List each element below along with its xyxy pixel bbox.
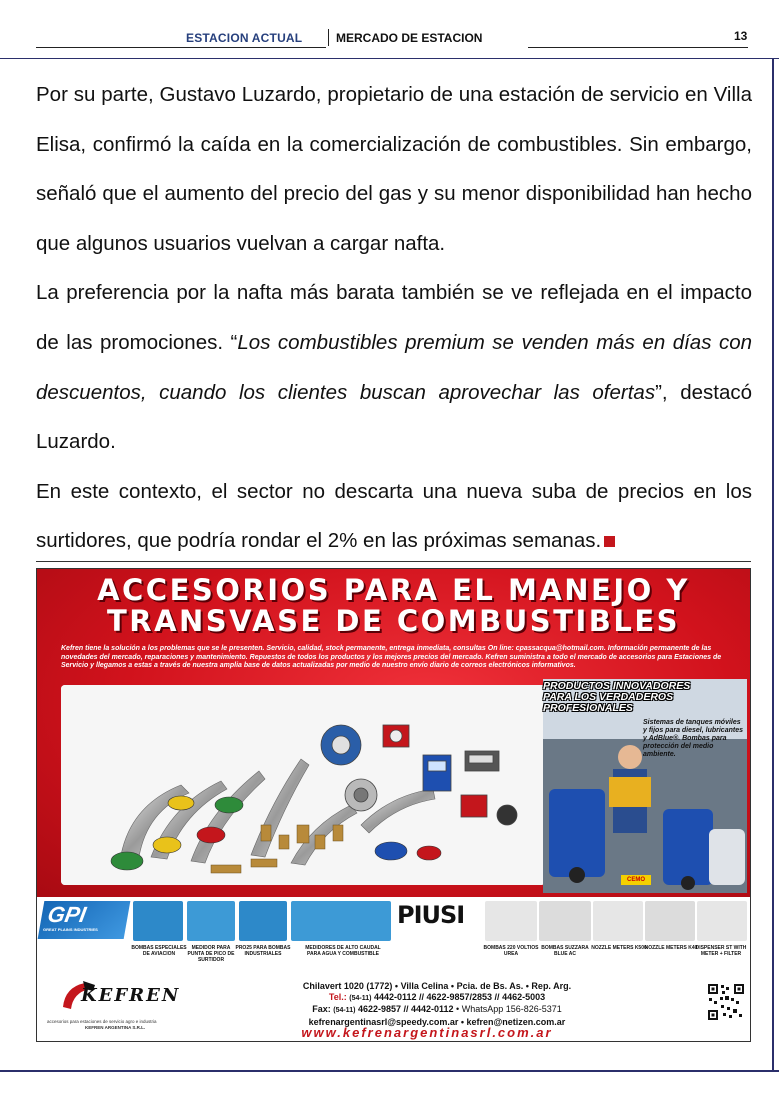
paragraph-2-start: La preferencia por la nafta más barata también se ve reflejada en el impacto de las promociones. “ (36, 281, 752, 354)
gpi-logo-subtitle: GREAT PLAINS INDUSTRIES (43, 927, 98, 932)
kefren-company-name: KEFREN ARGENTINA S.R.L. (85, 1025, 146, 1030)
ad-title (37, 575, 750, 637)
header-rule-left (36, 47, 326, 48)
paragraph-2-end: ”, destacó Luzardo. (36, 380, 752, 454)
cemo-logo: CEMO (621, 875, 651, 885)
subsection-title: MERCADO DE ESTACION (336, 31, 483, 45)
product-image-k500 (593, 901, 643, 941)
product-image-suzzara-pump (539, 901, 591, 941)
kefren-brand-name: KEFREN (81, 985, 181, 1006)
product-caption-k500: NOZZLE METERS K500 (591, 945, 647, 951)
nozzle-collection-image (61, 685, 545, 885)
product-caption-nozzle-meter: MEDIDOR PARA PUNTA DE PICO DE SURTIDOR (187, 945, 235, 963)
page-header (0, 28, 779, 52)
gpi-logo-text: GPI (45, 902, 89, 927)
ad-footer (37, 969, 750, 1041)
product-image-dispenser (697, 901, 747, 941)
ad-title-line-1: ACCESORIOS PARA EL MANEJO Y (97, 573, 690, 607)
contact-phone-line (267, 992, 607, 1005)
ad-product-band (37, 897, 750, 969)
section-title: ESTACION ACTUAL (186, 31, 303, 45)
contact-emails: kefrenargentinasrl@speedy.com.ar • kefren@netizen.com.ar (308, 1016, 566, 1027)
fax-numbers: 4622-9857 // 4442-0112 (357, 1004, 454, 1014)
whatsapp-number: • WhatsApp 156-826-5371 (456, 1004, 562, 1014)
ad-photo-note: Sistemas de tanques móviles y fijos para diesel, lubricantes y AdBlue®. Bombas para protección del medio ambiente. (643, 719, 743, 758)
website-link[interactable]: www.kefrenargentinasrl.com.ar (301, 1025, 553, 1040)
ad-intro-text: Kefren tiene la solución a los problemas que se le presenten. Servicio, calidad, stock permanente, entrega inmediata, consultas On line: cpassacqua@hotmail.com. Información permanente de las novedades del mercado, reparaciones y mantenimiento. Repuestos de todos los productos y los mejores precios del mercado. Kefren suministra a todo el mercado de accesorios para Estaciones de Servicio y llegamos a estas a través de nuestra amplia base de datos actualizadas por medio de nuestro envío diario de correos electrónicos informativos. (61, 645, 722, 670)
product-caption-urea-pump: BOMBAS 220 VOLTIOS UREA (483, 945, 539, 957)
end-of-article-mark (604, 536, 615, 547)
ad-photo-heading-line-2: PARA LOS VERDADEROS (543, 691, 674, 703)
page-number: 13 (734, 29, 748, 43)
header-separator (328, 29, 329, 46)
product-caption-suzzara-pump: BOMBAS SUZZARA BLUE AC (541, 945, 589, 957)
paragraph-2 (36, 268, 752, 466)
product-caption-pro25: PRO25 PARA BOMBAS INDUSTRIALES (235, 945, 291, 957)
qr-code-icon (707, 983, 745, 1021)
product-image-aviation-pump (133, 901, 183, 941)
paragraph-1: Por su parte, Gustavo Luzardo, propietario de una estación de servicio en Villa Elisa, confirmó la caída en la comercialización de combustibles. Sin embargo, señaló que el aumento del precio del gas y su menor disponibilidad han hecho que algunos usuarios vuelvan a cargar nafta. (36, 83, 752, 255)
fax-label: Fax: (312, 1004, 331, 1014)
contact-address: Chilavert 1020 (1772) • Villa Celina • Pcia. de Bs. As. • Rep. Arg. (302, 981, 572, 991)
paragraph-3 (36, 467, 752, 566)
product-image-urea-pump (485, 901, 537, 941)
ad-title-line-2: TRANSVASE DE COMBUSTIBLES (106, 604, 681, 638)
tel-numbers: 4442-0112 // 4622-9857/2853 // 4462-5003 (373, 991, 546, 1002)
kefren-tagline: accesorios para estaciones de servicio agro e industria (47, 1019, 157, 1024)
product-caption-k40: NOZZLE METERS K40 (644, 945, 698, 951)
tel-prefix: (54-11) (349, 994, 372, 1002)
article-end-rule (36, 561, 751, 562)
product-caption-aviation-pump: BOMBAS ESPECIALES DE AVIACION (131, 945, 187, 957)
product-caption-flow-meter: MEDIDORES DE ALTO CAUDAL PARA AGUA Y COMBUSTIBLE (305, 945, 381, 957)
tel-label: Tel.: (328, 991, 347, 1002)
article-body (36, 70, 752, 566)
product-caption-dispenser: DISPENSER ST WITH METER + FILTER (695, 945, 747, 957)
contact-fax-line (267, 1004, 607, 1017)
ad-photo-heading (543, 681, 747, 714)
ad-photo-heading-line-1: PRODUCTOS INNOVADORES (543, 680, 691, 692)
gpi-logo (38, 901, 131, 939)
paragraph-3-text: En este contexto, el sector no descarta una nueva suba de precios en los surtidores, que podría rondar el 2% en las próximas semanas. (36, 479, 752, 553)
header-rule-right (528, 47, 748, 48)
frame-bottom-rule (0, 1070, 779, 1072)
product-image-pro25 (239, 901, 287, 941)
frame-right-rule (772, 58, 774, 1072)
contact-info (267, 981, 607, 1027)
product-image-k40 (645, 901, 695, 941)
ad-red-panel (37, 569, 750, 897)
advertisement (36, 568, 751, 1042)
fax-prefix: (54-11) (333, 1007, 356, 1014)
product-image-nozzle-meter (187, 901, 235, 941)
frame-top-rule (0, 58, 779, 59)
ad-photo-heading-line-3: PROFESIONALES (543, 702, 633, 714)
piusi-logo: PIUSI (397, 901, 465, 929)
paragraph-2-quote: Los combustibles premium se venden más en días con descuentos, cuando los clientes buscan aprovechar las ofertas (36, 330, 753, 404)
product-image-flow-meter (291, 901, 391, 941)
ad-product-showcase (61, 685, 545, 885)
